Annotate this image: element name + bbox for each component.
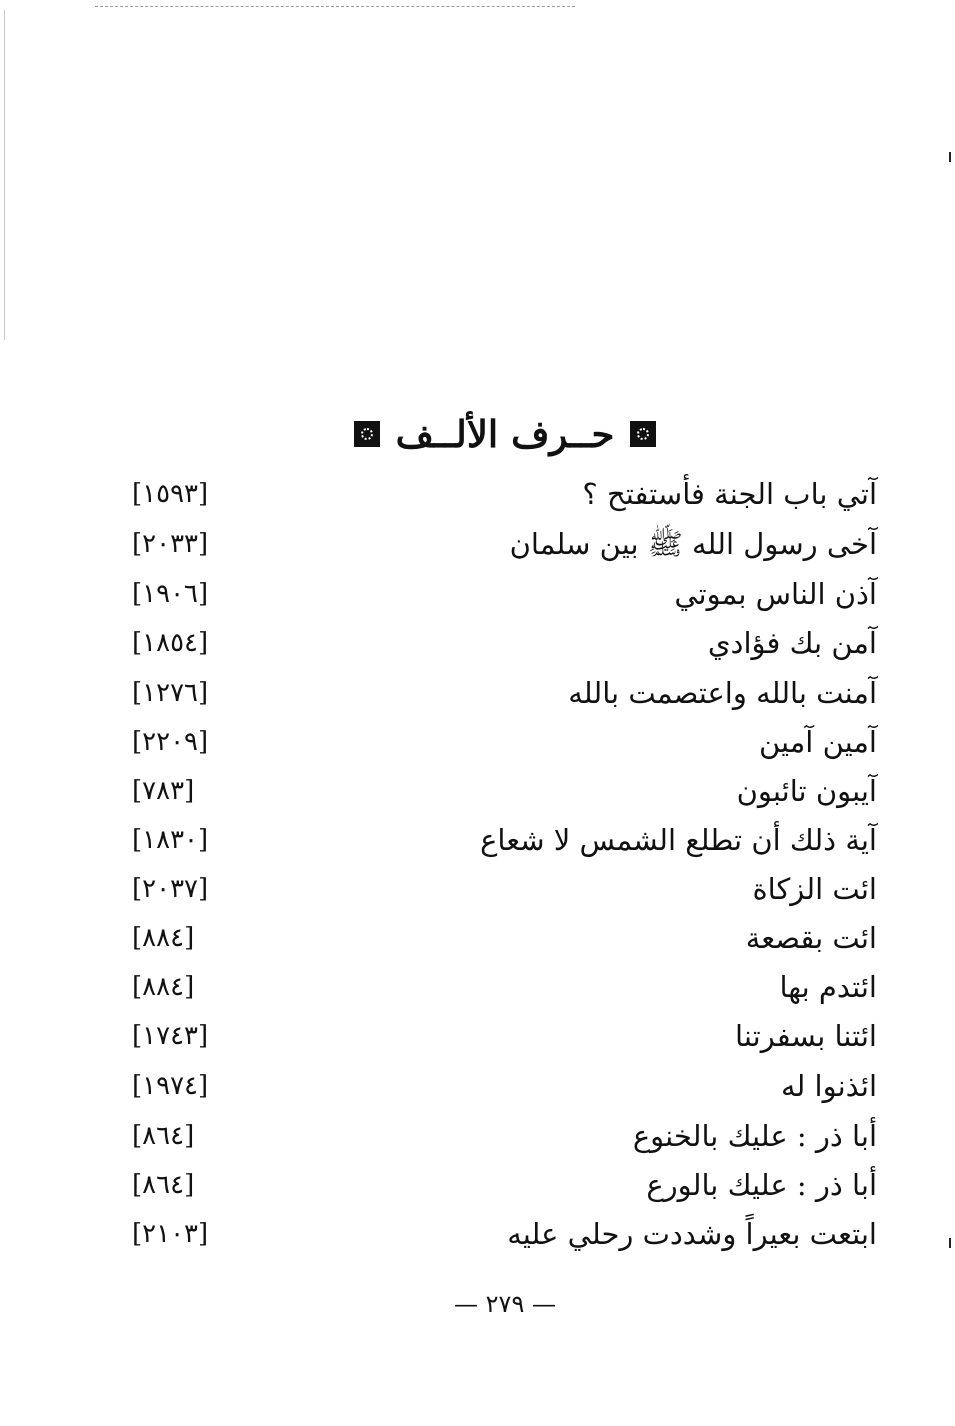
entry-reference: [١٢٧٦]	[132, 678, 209, 708]
heading-text: حــرف الألــف	[395, 412, 615, 456]
page-number: — ٢٧٩ —	[454, 1290, 556, 1318]
index-entry	[0, 1214, 955, 1254]
index-entry	[0, 1165, 955, 1205]
entry-text: آتي باب الجنة فأستفتح ؟	[582, 477, 877, 511]
entry-text: ائت بقصعة	[745, 921, 877, 955]
entry-reference: [٢٠٣٣]	[132, 529, 209, 559]
entry-text: ائتنا بسفرتنا	[735, 1019, 877, 1053]
ornament-icon	[630, 421, 656, 447]
index-entry	[0, 722, 955, 762]
entry-text: ائتدم بها	[779, 970, 877, 1004]
entry-reference: [١٨٣٠]	[132, 825, 209, 855]
entry-text: آذن الناس بموتي	[674, 577, 877, 611]
index-entry	[0, 673, 955, 713]
left-margin-rule	[4, 10, 5, 340]
entry-text: آيبون تائبون	[736, 774, 877, 808]
entry-text: ابتعت بعيراً وشددت رحلي عليه	[507, 1217, 877, 1251]
entry-text: أبا ذر : عليك بالورع	[646, 1168, 877, 1202]
entry-text: آمنت بالله واعتصمت بالله	[568, 676, 877, 710]
index-entry	[0, 1066, 955, 1106]
entry-text: ائذنوا له	[780, 1069, 877, 1103]
entry-text: آخى رسول الله ﷺ بين سلمان	[509, 527, 877, 561]
section-heading	[0, 412, 955, 456]
index-entry	[0, 869, 955, 909]
index-entry	[0, 623, 955, 663]
index-entry	[0, 524, 955, 564]
entry-reference: [٢٠٣٧]	[132, 874, 209, 904]
entry-reference: [٧٨٣]	[132, 776, 195, 806]
entry-reference: [٨٦٤]	[132, 1121, 195, 1151]
index-entry	[0, 771, 955, 811]
entry-reference: [١٧٤٣]	[132, 1021, 209, 1051]
entry-reference: [٢٢٠٩]	[132, 727, 209, 757]
index-entry	[0, 967, 955, 1007]
entry-reference: [١٩٠٦]	[132, 579, 209, 609]
entry-text: أبا ذر : عليك بالخنوع	[632, 1119, 877, 1153]
index-entry	[0, 820, 955, 860]
ornament-icon	[354, 421, 380, 447]
entry-reference: [٨٨٤]	[132, 923, 195, 953]
entry-text: ائت الزكاة	[752, 872, 877, 906]
top-scan-marks	[95, 6, 575, 9]
index-entry	[0, 574, 955, 614]
index-entry	[0, 918, 955, 958]
entry-text: آمين آمين	[758, 725, 877, 759]
entry-reference: [١٥٩٣]	[132, 479, 209, 509]
entry-text: آية ذلك أن تطلع الشمس لا شعاع	[480, 823, 877, 857]
entry-reference: [٢١٠٣]	[132, 1219, 209, 1249]
entry-reference: [١٩٧٤]	[132, 1071, 209, 1101]
right-edge-mark	[949, 152, 951, 162]
entry-reference: [٨٨٤]	[132, 972, 195, 1002]
entry-text: آمن بك فؤادي	[707, 626, 877, 660]
index-entry	[0, 1116, 955, 1156]
index-entry	[0, 1016, 955, 1056]
entry-reference: [١٨٥٤]	[132, 628, 209, 658]
index-entry	[0, 474, 955, 514]
entry-reference: [٨٦٤]	[132, 1170, 195, 1200]
